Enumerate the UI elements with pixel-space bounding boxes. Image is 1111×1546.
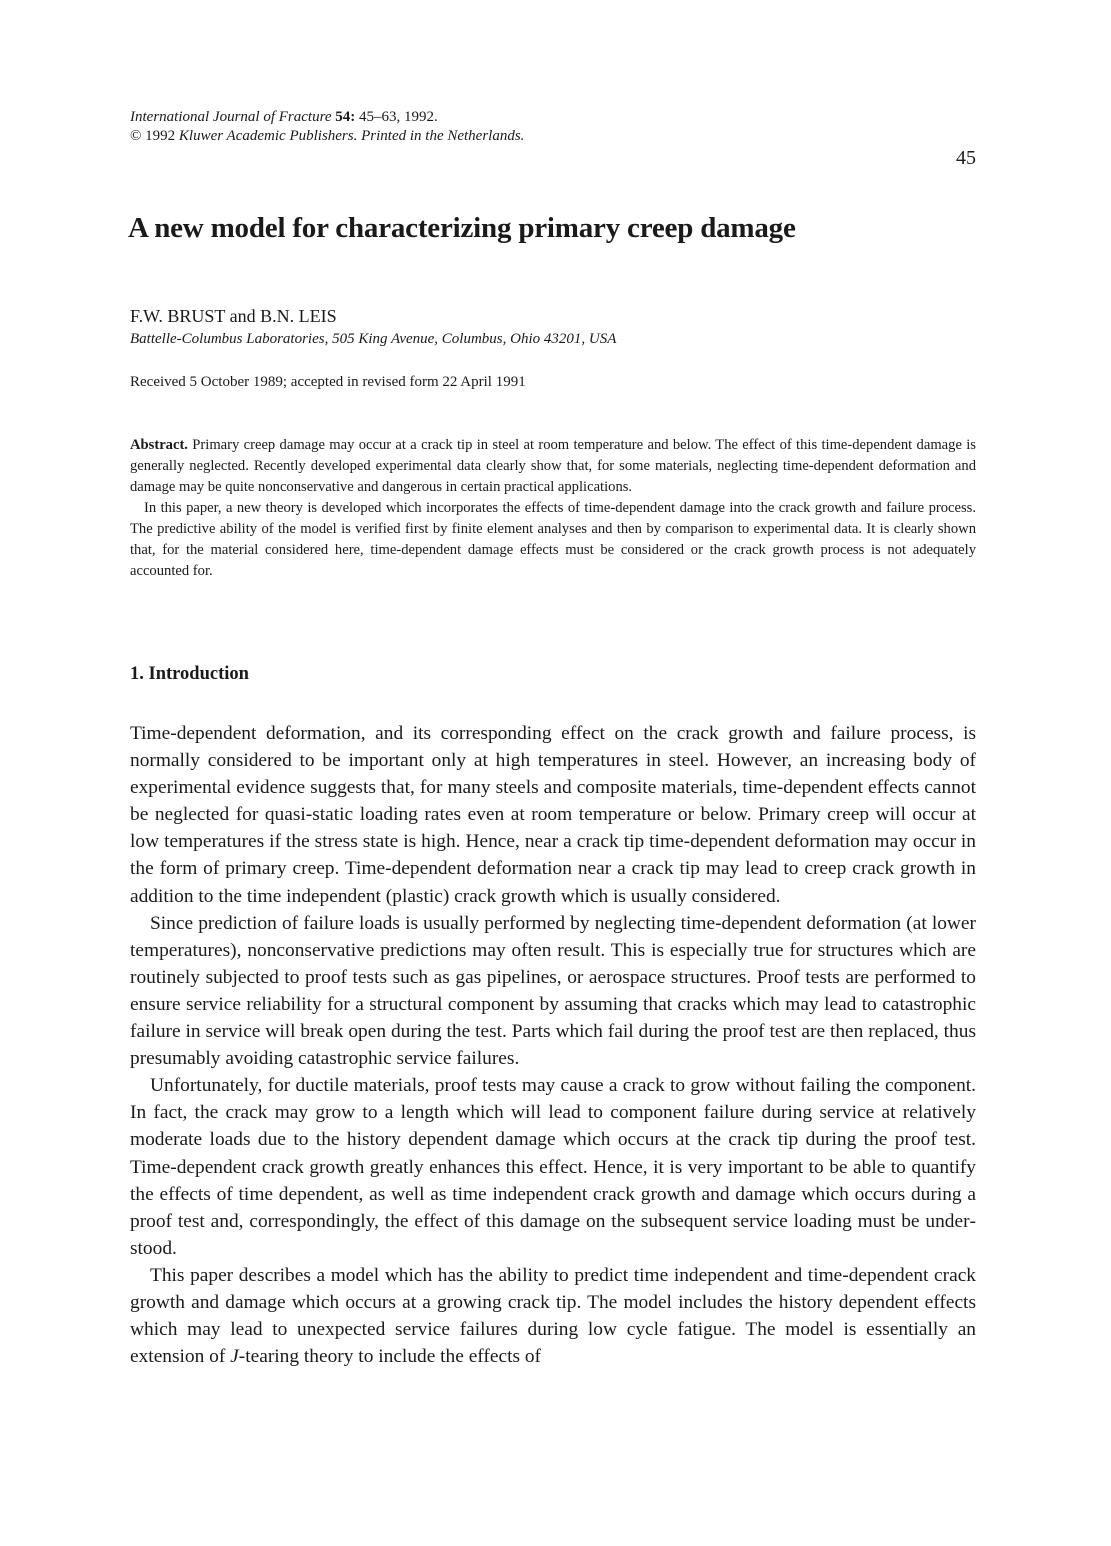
journal-pages-year: 45–63, 1992.: [359, 109, 438, 125]
copyright-line: [130, 127, 830, 146]
body-paragraph-4-end: -tearing theory to include the effects of: [238, 1346, 542, 1368]
publisher: Kluwer Academic Publishers. Printed in the Netherlands.: [178, 128, 525, 144]
abstract-paragraph-2: In this paper, a new theory is developed which incorporates the effects of time-dependent damage into the crack growth and failure process. The predictive ability of the model is verified first by finite element analyses and then by comparison to experimental data. It is clearly shown that, for the material considered here, time-dependent damage effects must be considered or the crack growth process is not adequately accounted for.: [130, 500, 976, 579]
copyright-year: 1992: [145, 128, 176, 144]
j-symbol: J: [230, 1346, 239, 1368]
abstract-text-1: Primary creep damage may occur at a crack tip in steel at room temperature and below. The effect of this time-dependent damage is generally neglected. Recently developed experimental data clearly show that, for some materials, neglecting time-dependent deformation and damage may be quite nonconservative and dangerous in certain practical applications.: [130, 437, 976, 495]
abstract-paragraph-1: [130, 435, 976, 498]
journal-citation: [130, 108, 830, 146]
paper-title: A new model for characterizing primary creep damage: [128, 212, 796, 244]
journal-line: [130, 108, 830, 127]
journal-volume: 54:: [335, 109, 356, 125]
body-paragraph-3: Unfortunately, for ductile materials, proof tests may cause a crack to grow without failing the component. In fact, the crack may grow to a length which will lead to component failure during service at relatively moderate loads due to the history dependent damage which occurs at the crack tip during the proof test. Time-dependent crack growth greatly enhances this effect. Hence, it is very important to be able to quantify the effects of time dependent, as well as time independent crack growth and damage which occurs during a proof test and, correspondingly, the effect of this damage on the subsequent service loading must be understood.: [130, 1075, 976, 1259]
body-paragraph-4-start: This paper describes a model which has the ability to predict time independent and time-dependent crack growth and damage which occurs at a growing crack tip. The model includes the history dependent effects which may lead to unexpected service failures during low cycle fatigue. The model is essentially an extension of: [130, 1264, 976, 1368]
body-text: [130, 720, 976, 1370]
body-paragraph-4: [130, 1262, 976, 1370]
journal-name: International Journal of Fracture: [130, 109, 332, 125]
body-paragraph-2: Since prediction of failure loads is usually performed by neglecting time-dependent deformation (at lower temperatures), nonconservative predictions may often result. This is especially true for structures which are routinely subjected to proof tests such as gas pipelines, or aerospace structures. Proof tests are performed to ensure service reliability for a structural component by assuming that cracks which may lead to catastrophic failure in service will break open during the test. Parts which fail during the proof test are then replaced, thus presumably avoiding catastrophic service failures.: [130, 912, 976, 1070]
abstract: [130, 435, 976, 582]
page-number: 45: [956, 147, 976, 169]
received-date: Received 5 October 1989; accepted in revised form 22 April 1991: [130, 374, 526, 390]
section-heading: 1. Introduction: [130, 664, 249, 684]
affiliation: Battelle-Columbus Laboratories, 505 King Avenue, Columbus, Ohio 43201, USA: [130, 331, 617, 347]
copyright-symbol: ©: [130, 128, 142, 144]
abstract-label: Abstract.: [130, 437, 188, 453]
body-paragraph-1: Time-dependent deformation, and its corresponding effect on the crack growth and failure process, is normally considered to be important only at high temperatures in steel. However, an increasing body of experimental evidence suggests that, for many steels and composite materials, time-dependent effects cannot be neglected for quasi-static loading rates even at room temperature or below. Primary creep will occur at low temperatures if the stress state is high. Hence, near a crack tip time-dependent deformation may occur in the form of primary creep. Time-dependent deformation near a crack tip may lead to creep crack growth in addition to the time independent (plastic) crack growth which is usually considered.: [130, 723, 976, 907]
authors: F.W. BRUST and B.N. LEIS: [130, 306, 337, 326]
